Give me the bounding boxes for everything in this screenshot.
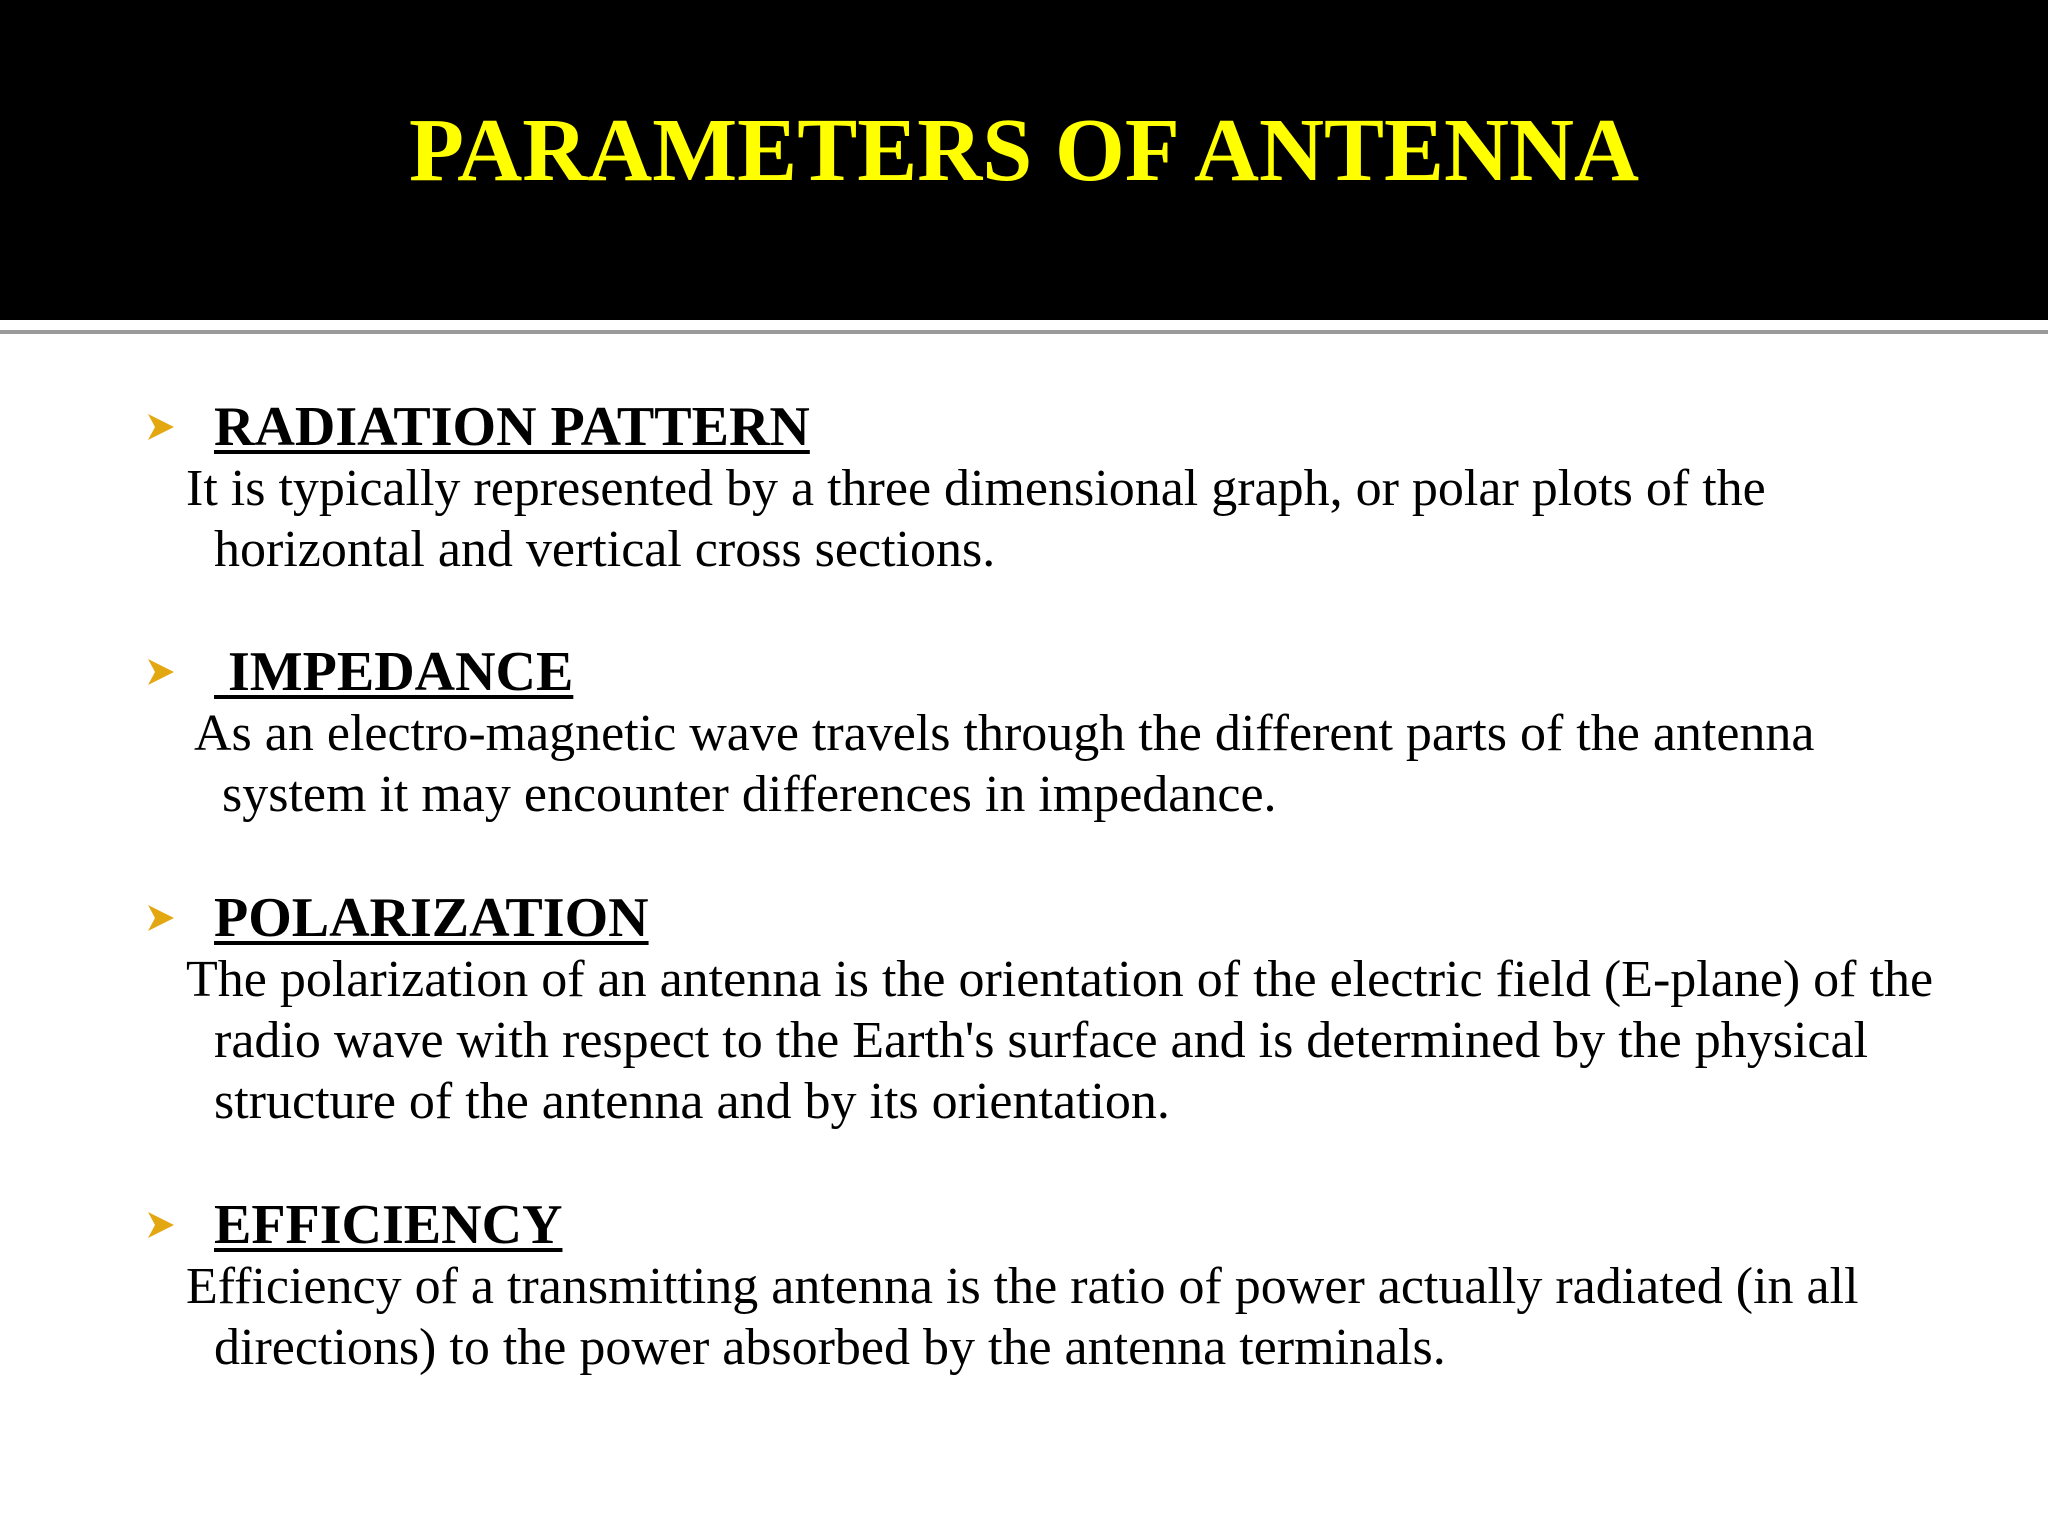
slide-title: PARAMETERS OF ANTENNA	[408, 101, 1640, 200]
section-body: Efficiency of a transmitting antenna is the ratio of power actually radiated (in all directions) to the power absorbed by the antenna terminals.	[186, 1258, 1859, 1376]
section-heading: RADIATION PATTERN	[214, 396, 810, 458]
arrowhead-bullet-icon	[144, 410, 178, 444]
section-body: The polarization of an antenna is the orientation of the electric field (E-plane) of the radio wave with respect to the Earth's surface and is determined by the physical structure of the antenna and by its orientation.	[186, 951, 1934, 1130]
arrowhead-bullet-icon	[144, 655, 178, 689]
section-body: As an electro-magnetic wave travels through the different parts of the antenna system it may encounter differences in impedance.	[194, 705, 1815, 823]
section-heading: IMPEDANCE	[214, 641, 574, 703]
section-heading: POLARIZATION	[214, 887, 649, 949]
section-body: It is typically represented by a three dimensional graph, or polar plots of the horizontal and vertical cross sections.	[186, 460, 1766, 578]
arrowhead-bullet-icon	[144, 901, 178, 935]
section-heading: EFFICIENCY	[214, 1194, 563, 1256]
arrowhead-bullet-icon	[144, 1208, 178, 1242]
